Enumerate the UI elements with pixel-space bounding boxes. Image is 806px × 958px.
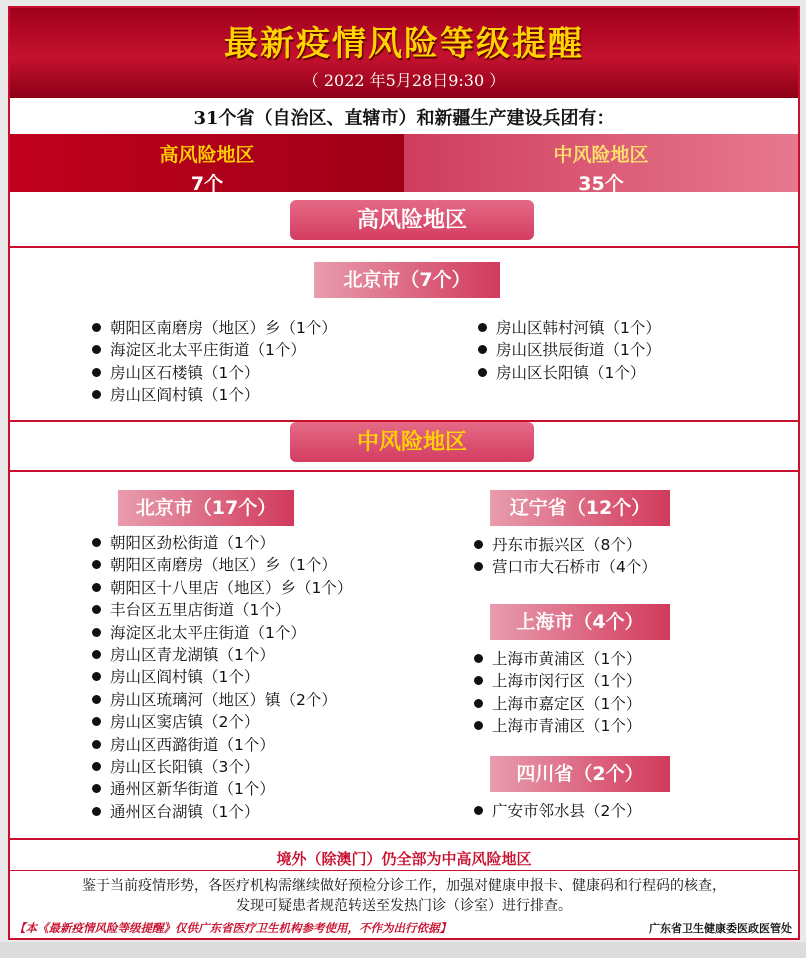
divider (10, 838, 798, 840)
divider (10, 870, 798, 871)
list-item: 房山区长阳镇（1个） (478, 362, 661, 384)
list-item: 房山区阎村镇（1个） (92, 666, 352, 688)
notice-line-1: 鉴于当前疫情形势，各医疗机构需继续做好预检分诊工作，加强对健康申报卡、健康码和行程码的核查， (82, 878, 726, 894)
high-risk-section-banner: 高风险地区 (290, 200, 534, 240)
list-item: 房山区韩村河镇（1个） (478, 317, 661, 339)
mid-shanghai-tag: 上海市（4个） (490, 604, 670, 640)
list-item: 房山区拱辰街道（1个） (478, 339, 661, 361)
high-risk-count-panel (10, 134, 404, 195)
mid-shanghai-list (474, 648, 641, 738)
mid-sichuan-list (474, 800, 641, 822)
list-item: 通州区新华街道（1个） (92, 778, 352, 800)
list-item: 房山区青龙湖镇（1个） (92, 644, 352, 666)
list-item: 丰台区五里店街道（1个） (92, 599, 352, 621)
notice-page (8, 6, 800, 940)
bottom-strip (0, 942, 806, 958)
list-item: 房山区窦店镇（2个） (92, 711, 352, 733)
list-item: 上海市嘉定区（1个） (474, 693, 641, 715)
title-bar (10, 8, 798, 98)
list-item: 海淀区北太平庄街道（1个） (92, 339, 337, 361)
list-item: 朝阳区劲松街道（1个） (92, 532, 352, 554)
divider (10, 246, 798, 248)
update-date: （ 2022 年5月28日9:30 ） (302, 71, 506, 90)
high-beijing-list-right (478, 317, 661, 384)
mid-risk-label: 中风险地区 (553, 144, 649, 166)
list-item: 上海市青浦区（1个） (474, 715, 641, 737)
mid-risk-section-banner: 中风险地区 (290, 422, 534, 462)
list-item: 丹东市振兴区（8个） (474, 534, 657, 556)
list-item: 朝阳区南磨房（地区）乡（1个） (92, 554, 352, 576)
mid-sichuan-tag: 四川省（2个） (490, 756, 670, 792)
mid-risk-count: 35个 (578, 173, 624, 195)
mid-liaoning-list (474, 534, 657, 579)
guidance-notice (16, 876, 792, 916)
list-item: 朝阳区十八里店（地区）乡（1个） (92, 577, 352, 599)
list-item: 房山区西潞街道（1个） (92, 734, 352, 756)
list-item: 上海市黄浦区（1个） (474, 648, 641, 670)
high-beijing-list-left (92, 317, 337, 407)
page-title: 最新疫情风险等级提醒 (224, 24, 584, 64)
high-risk-count: 7个 (190, 173, 224, 195)
list-item: 海淀区北太平庄街道（1个） (92, 622, 352, 644)
mid-beijing-list (92, 532, 352, 823)
high-beijing-tag: 北京市（7个） (314, 262, 500, 298)
mid-risk-count-panel (404, 134, 798, 195)
list-item: 房山区琉璃河（地区）镇（2个） (92, 689, 352, 711)
summary-intro: 31个省（自治区、直辖市）和新疆生产建设兵团有： (193, 108, 615, 129)
mid-beijing-tag: 北京市（17个） (118, 490, 294, 526)
list-item: 通州区台湖镇（1个） (92, 801, 352, 823)
list-item: 房山区阎村镇（1个） (92, 384, 337, 406)
list-item: 房山区石楼镇（1个） (92, 362, 337, 384)
list-item: 广安市邻水县（2个） (474, 800, 641, 822)
disclaimer: 【本《最新疫情风险等级提醒》仅供广东省医疗卫生机构参考使用，不作为出行依据】 (14, 921, 451, 935)
list-item: 营口市大石桥市（4个） (474, 556, 657, 578)
divider (10, 470, 798, 472)
list-item: 房山区长阳镇（3个） (92, 756, 352, 778)
list-item: 上海市闵行区（1个） (474, 670, 641, 692)
issuer: 广东省卫生健康委医政医管处 (649, 922, 792, 935)
mid-liaoning-tag: 辽宁省（12个） (490, 490, 670, 526)
list-item: 朝阳区南磨房（地区）乡（1个） (92, 317, 337, 339)
high-risk-label: 高风险地区 (159, 144, 255, 166)
notice-line-2: 发现可疑患者规范转送至发热门诊（诊室）进行排查。 (236, 898, 572, 914)
abroad-note: 境外（除澳门）仍全部为中高风险地区 (276, 850, 532, 868)
